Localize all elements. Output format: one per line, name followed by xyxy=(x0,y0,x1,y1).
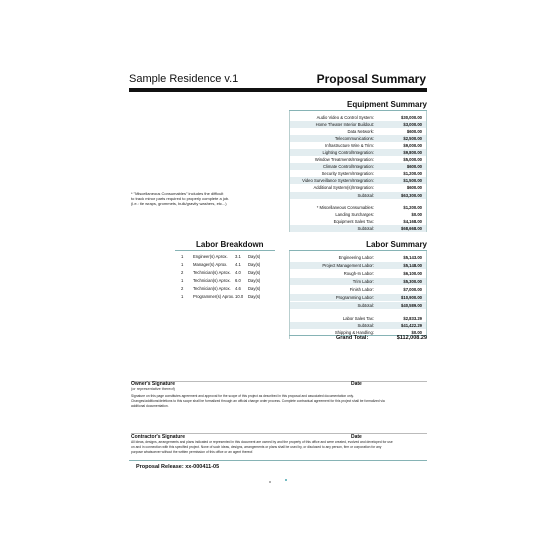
contractor-signature-label: Contractor's Signature xyxy=(131,434,185,440)
owner-date-label: Date xyxy=(351,381,362,387)
row-value: $5,300.00 xyxy=(403,279,422,284)
row-value: $6,100.00 xyxy=(403,271,422,276)
summary-row xyxy=(290,149,426,156)
labor-breakdown-row xyxy=(181,261,277,269)
ownership-line: on and in connection with this specified project. None of such ideas, designs, arrangements or plans shall be used by, or disclosed to any person, firm or corporation for any xyxy=(131,445,382,449)
summary-row xyxy=(290,278,426,285)
labor-breakdown-row xyxy=(181,293,277,301)
summary-row xyxy=(290,211,426,218)
labor-unit: Day(s) xyxy=(248,286,261,291)
row-label: Subtotal: xyxy=(357,226,374,231)
summary-row xyxy=(290,114,426,121)
labor-breakdown-row xyxy=(181,285,277,293)
summary-row xyxy=(290,218,426,225)
document-heading: Proposal Summary xyxy=(316,72,426,86)
labor-days: 3.1 xyxy=(235,254,241,259)
release-rule xyxy=(129,460,427,461)
row-label: Video Surveillance System/Integration: xyxy=(302,178,374,183)
row-value: $1,200.00 xyxy=(403,171,422,176)
row-value: $9,800.00 xyxy=(403,150,422,155)
proposal-release: Proposal Release: xx-000411-05 xyxy=(136,464,220,470)
row-label: Subtotal: xyxy=(357,323,374,328)
labor-breakdown-row xyxy=(181,269,277,277)
labor-qty: 2 xyxy=(181,270,184,275)
labor-breakdown-title: Labor Breakdown xyxy=(196,240,264,249)
row-label: Home Theater Interior Buildout: xyxy=(315,122,374,127)
labor-qty: 1 xyxy=(181,278,184,283)
labor-breakdown-rule xyxy=(175,250,275,251)
row-value: $4,168.00 xyxy=(403,219,422,224)
labor-qty: 1 xyxy=(181,254,184,259)
owner-signature-line xyxy=(131,381,427,382)
row-value: $63,300.00 xyxy=(401,193,422,198)
summary-row xyxy=(290,121,426,128)
summary-row xyxy=(290,262,426,269)
labor-role: Technician(s) Aprox. xyxy=(193,270,231,275)
page-dot xyxy=(269,481,271,483)
agreement-line: additional documentation. xyxy=(131,404,169,408)
summary-row xyxy=(290,170,426,177)
row-value: $2,500.00 xyxy=(403,136,422,141)
row-label: Equipment Sales Tax: xyxy=(333,219,374,224)
owner-signature-label: Owner's Signature xyxy=(131,381,175,387)
summary-row xyxy=(290,294,426,301)
row-label: Telecommunications: xyxy=(334,136,374,141)
labor-unit: Day(s) xyxy=(248,270,261,275)
contractor-date-label: Date xyxy=(351,434,362,440)
summary-row xyxy=(290,286,426,293)
note-line: (i.e.: tie wraps, grommets, bulk/gravity washers, etc...) xyxy=(131,201,227,206)
row-label: Programming Labor: xyxy=(335,295,374,300)
row-label: Subtotal: xyxy=(357,193,374,198)
grand-total-value: $112,008.29 xyxy=(396,335,427,341)
summary-row xyxy=(290,322,426,329)
ownership-line: purpose whatsoever without the written permission of this office or an agent thereof. xyxy=(131,450,254,454)
row-value: $5,143.00 xyxy=(403,255,422,260)
row-label: Shipping & Handling: xyxy=(334,330,374,335)
row-value: $30,000.00 xyxy=(401,115,422,120)
labor-role: Programmer(s) Aprox. xyxy=(193,294,235,299)
document-title: Sample Residence v.1 xyxy=(129,73,239,85)
row-label: Landing Surcharges: xyxy=(335,212,374,217)
labor-days: 4.0 xyxy=(235,270,241,275)
summary-row xyxy=(290,142,426,149)
row-label: Finish Labor: xyxy=(349,287,374,292)
contractor-ownership-text xyxy=(131,440,427,455)
page-dot-active xyxy=(285,479,287,481)
labor-breakdown-row xyxy=(181,277,277,285)
row-value: $40,589.00 xyxy=(401,303,422,308)
row-value: $3,000.00 xyxy=(403,122,422,127)
row-value: $10,900.00 xyxy=(401,295,422,300)
row-label: Labor Sales Tax: xyxy=(342,316,374,321)
row-value: $7,000.00 xyxy=(403,287,422,292)
summary-row xyxy=(290,254,426,261)
summary-row xyxy=(290,135,426,142)
row-value: $2,833.29 xyxy=(403,316,422,321)
row-value: $5,148.00 xyxy=(403,263,422,268)
summary-row xyxy=(290,270,426,277)
row-label: * Miscellaneous Consumables: xyxy=(316,205,374,210)
labor-summary-table xyxy=(289,251,427,339)
row-value: $600.00 xyxy=(406,129,422,134)
labor-role: Technician(s) Aprox. xyxy=(193,278,231,283)
summary-row xyxy=(290,163,426,170)
labor-role: Engineer(s) Aprox. xyxy=(193,254,228,259)
labor-breakdown-row xyxy=(181,253,277,261)
labor-days: 4.1 xyxy=(235,262,241,267)
equipment-summary-title: Equipment Summary xyxy=(346,100,427,109)
owner-signature-sub: (or representative thereof) xyxy=(131,387,175,391)
summary-row xyxy=(290,184,426,191)
agreement-line: Changes/additions/deletions to this scope shall be formalized through an official change order process. Complete contractual agreement for this project shall be formalized via xyxy=(131,399,385,403)
note-line: * "Miscellaneous Consumables" includes the difficult xyxy=(131,191,224,196)
row-value: $600.00 xyxy=(406,185,422,190)
labor-unit: Day(s) xyxy=(248,262,261,267)
row-label: Lighting Control/Integration: xyxy=(322,150,374,155)
labor-qty: 1 xyxy=(181,262,184,267)
summary-row xyxy=(290,225,426,232)
row-label: Trim Labor: xyxy=(352,279,374,284)
agreement-line: Signature on this page constitutes agreement and approval for the scope of this project as described in this proposal and associated documentation only. xyxy=(131,394,354,398)
row-label: Infrastructure Wire & Trim: xyxy=(325,143,374,148)
labor-role: Manager(s) Aprox. xyxy=(193,262,228,267)
labor-summary-title: Labor Summary xyxy=(366,240,427,249)
ownership-line: All ideas, designs, arrangements and plans indicated or represented in this document are owned by and the property of this office and were created, evolved and developed for use xyxy=(131,440,393,444)
summary-row xyxy=(290,204,426,211)
labor-breakdown-list xyxy=(181,253,277,301)
labor-qty: 2 xyxy=(181,286,184,291)
labor-days: 10.0 xyxy=(235,294,244,299)
equipment-table xyxy=(289,111,427,232)
owner-agreement-text xyxy=(131,394,427,409)
labor-days: 6.0 xyxy=(235,278,241,283)
row-label: Engineering Labor: xyxy=(338,255,374,260)
consumables-note xyxy=(131,191,229,206)
labor-days: 4.6 xyxy=(235,286,241,291)
row-label: Climate Control/Integration: xyxy=(323,164,374,169)
row-label: Data Network: xyxy=(347,129,374,134)
row-label: Window Treatments/Integration: xyxy=(314,157,374,162)
row-value: $1,500.00 xyxy=(403,178,422,183)
labor-unit: Day(s) xyxy=(248,294,261,299)
row-value: $600.00 xyxy=(406,164,422,169)
row-label: Project Management Labor: xyxy=(322,263,374,268)
note-line: to track minor parts required to properly complete a job. xyxy=(131,196,230,201)
summary-row xyxy=(290,315,426,322)
summary-row xyxy=(290,302,426,309)
row-value: $1,200.00 xyxy=(403,205,422,210)
row-label: Rough-In Labor: xyxy=(343,271,374,276)
labor-role: Technician(s) Aprox. xyxy=(193,286,231,291)
grand-total-label: Grand Total: xyxy=(336,335,369,341)
labor-unit: Day(s) xyxy=(248,254,261,259)
row-value: $0.00 xyxy=(411,330,422,335)
summary-row xyxy=(290,156,426,163)
row-label: Additional System(s)/Integration: xyxy=(313,185,374,190)
summary-row xyxy=(290,192,426,199)
row-label: Subtotal: xyxy=(357,303,374,308)
row-value: $68,668.00 xyxy=(401,226,422,231)
summary-row xyxy=(290,177,426,184)
header-rule xyxy=(129,88,427,92)
row-label: Security System/Integration: xyxy=(321,171,374,176)
row-value: $41,422.29 xyxy=(401,323,422,328)
labor-unit: Day(s) xyxy=(248,278,261,283)
row-value: $0.00 xyxy=(411,212,422,217)
row-value: $9,000.00 xyxy=(403,143,422,148)
labor-qty: 1 xyxy=(181,294,184,299)
summary-row xyxy=(290,128,426,135)
row-label: Audio Video & Control System: xyxy=(316,115,374,120)
row-value: $5,000.00 xyxy=(403,157,422,162)
